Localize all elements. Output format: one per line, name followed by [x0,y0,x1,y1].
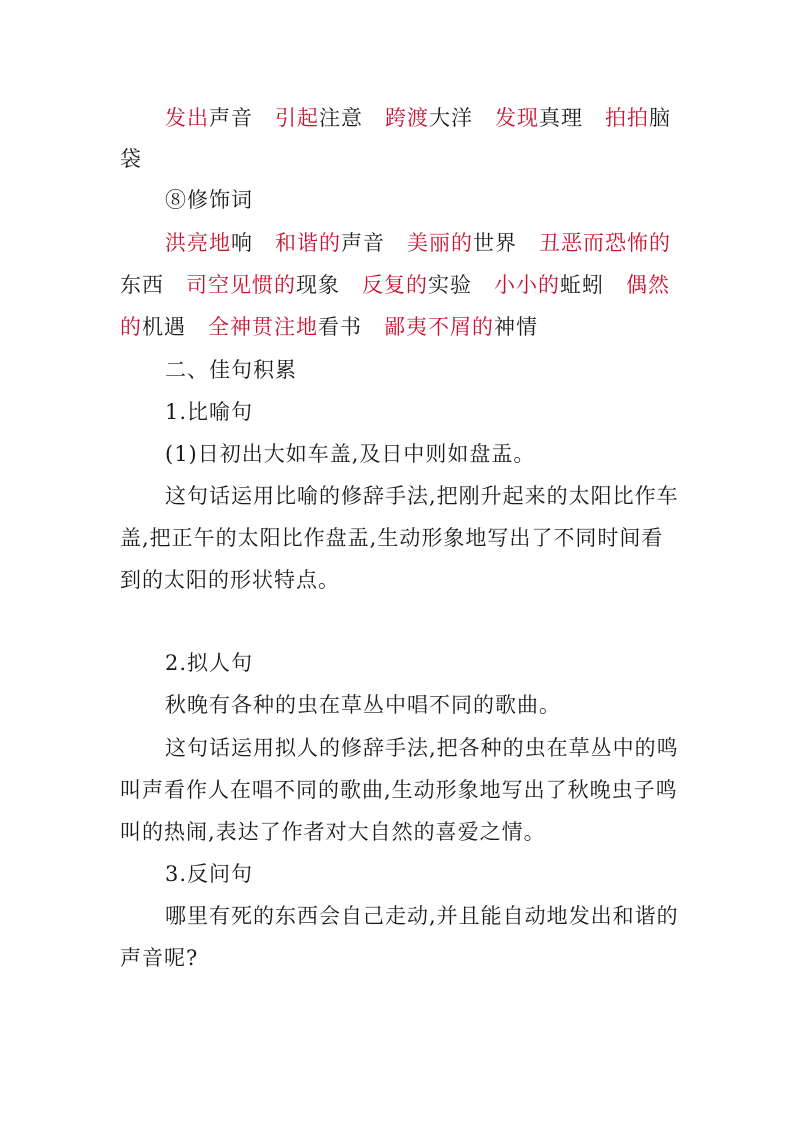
vocab-text: 声音 [209,106,253,130]
modifier-text: 现象 [296,273,340,297]
modifier-highlight: 小小的 [494,273,560,297]
vocab-row-continuation: 袋 [120,147,142,171]
simile-sentence: (1)日初出大如车盖,及日中则如盘盂。 [165,442,536,466]
vocab-highlight: 引起 [275,106,319,130]
vocab-text: 脑 [649,106,671,130]
vocab-highlight: 跨渡 [385,106,429,130]
modifier-highlight: 偶然 [626,273,670,297]
vocab-text: 真理 [539,106,583,130]
vocab-highlight: 拍拍 [605,106,649,130]
rhetorical-heading: 3.反问句 [165,862,254,886]
personification-heading: 2.拟人句 [165,651,254,675]
modifier-highlight: 美丽的 [407,231,473,255]
modifiers-heading: ⑧修饰词 [165,188,253,212]
rhetorical-sentence-line: 声音呢? [120,946,199,970]
modifier-highlight: 反复的 [362,273,428,297]
vocab-text: 注意 [319,106,363,130]
modifier-text: 机遇 [142,315,186,339]
modifier-text: 声音 [341,231,385,255]
modifier-text: 东西 [120,273,164,297]
modifier-text: 响 [231,231,253,255]
rhetorical-sentence-line: 哪里有死的东西会自己走动,并且能自动地发出和谐的 [165,904,679,928]
modifier-highlight: 鄙夷不屑的 [384,315,494,339]
modifier-text: 世界 [473,231,517,255]
vocab-text: 大洋 [429,106,473,130]
modifier-highlight: 司空见惯的 [186,273,296,297]
simile-explanation-line: 这句话运用比喻的修辞手法,把刚升起来的太阳比作车 [165,484,679,508]
modifier-text: 看书 [318,315,362,339]
modifier-text: 神情 [494,315,538,339]
modifier-highlight: 全神贯注地 [208,315,318,339]
personification-explanation-line: 叫的热闹,表达了作者对大自然的喜爱之情。 [120,820,546,844]
modifier-row [165,228,725,258]
modifier-highlight: 洪亮地 [165,231,231,255]
simile-heading: 1.比喻句 [165,400,254,424]
vocab-highlight: 发现 [495,106,539,130]
modifier-highlight: 的 [120,315,142,339]
personification-explanation-line: 叫声看作人在唱不同的歌曲,生动形象地写出了秋晚虫子鸣 [120,778,678,802]
personification-sentence: 秋晚有各种的虫在草丛中唱不同的歌曲。 [165,693,561,717]
modifier-highlight: 和谐的 [275,231,341,255]
modifier-row [120,312,680,342]
vocab-highlight: 发出 [165,106,209,130]
personification-explanation-line: 这句话运用拟人的修辞手法,把各种的虫在草丛中的鸣 [165,736,679,760]
simile-explanation-line: 到的太阳的形状特点。 [120,568,340,592]
simile-explanation-line: 盖,把正午的太阳比作盘盂,生动形象地写出了不同时间看 [120,526,664,550]
modifier-row [120,270,680,300]
section-title: 二、佳句积累 [165,358,297,382]
vocab-row [165,103,725,133]
modifier-highlight: 丑恶而恐怖的 [539,231,671,255]
modifier-text: 实验 [428,273,472,297]
modifier-text: 蚯蚓 [560,273,604,297]
